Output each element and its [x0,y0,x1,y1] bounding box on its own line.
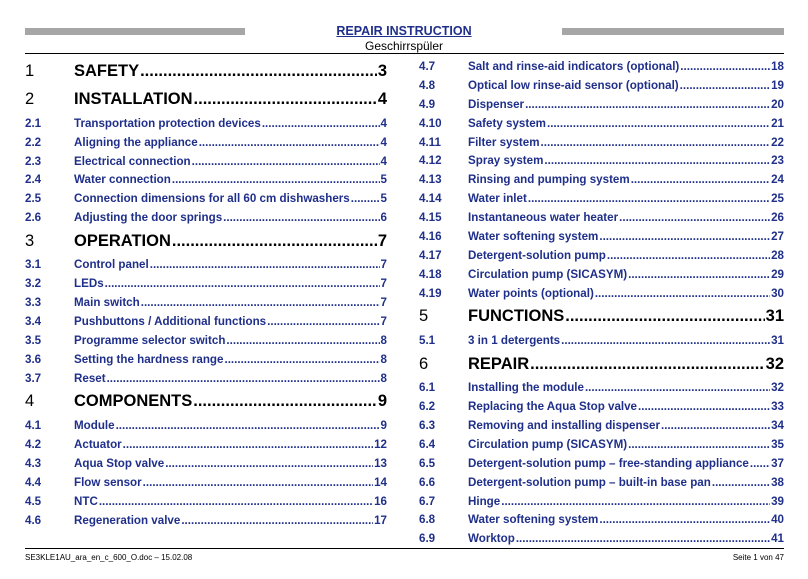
toc-entry-number: 6.1 [419,381,436,395]
toc-section-entry[interactable] [419,331,784,350]
toc-section-entry[interactable] [419,529,784,548]
toc-entry-title: Programme selector switch [74,334,226,348]
footer-divider [25,548,784,549]
toc-dot-leader [528,192,770,205]
toc-section-entry[interactable] [25,331,387,350]
toc-entry-title: Aligning the appliance [74,135,198,149]
toc-dot-leader [565,307,764,326]
toc-entry-number: 4.5 [25,494,42,508]
toc-dot-leader [140,62,377,81]
toc-entry-number: 6.6 [419,475,436,489]
toc-section-entry[interactable] [419,227,784,246]
toc-entry-number: 1 [25,61,35,80]
toc-dot-leader [267,315,379,328]
toc-entry-page: 5 [380,192,387,206]
toc-entry-title: COMPONENTS [74,392,193,411]
toc-entry-page: 9 [377,392,387,411]
toc-entry-number: 4.7 [419,59,436,73]
toc-section-entry[interactable] [419,208,784,227]
toc-section-entry[interactable] [25,492,387,511]
toc-entry-number: 2 [25,90,35,109]
toc-entry-page: 7 [377,231,387,250]
toc-entry-number: 4.3 [25,456,42,470]
toc-section-entry[interactable] [25,416,387,435]
toc-dot-leader [192,155,380,168]
toc-dot-leader [595,287,770,300]
toc-entry-page: 39 [771,494,784,508]
toc-entry-title: Electrical connection [74,154,191,168]
toc-section-entry[interactable] [25,256,387,275]
toc-entry-title: Circulation pump (SICASYM) [468,437,628,451]
toc-entry-number: 2.3 [25,154,42,168]
toc-entry-number: 6.3 [419,418,436,432]
toc-entry-title: Spray system [468,154,544,168]
toc-entry-number: 4.17 [419,248,442,262]
toc-entry-number: 3.1 [25,258,42,272]
toc-section-entry[interactable] [419,284,784,303]
toc-dot-leader [638,400,770,413]
toc-entry-number: 6 [419,354,429,373]
footer-filename: SE3KLE1AU_ara_en_c_600_O.doc – 15.02.08 [25,553,193,562]
toc-entry-number: 4.19 [419,286,442,300]
toc-entry-page: 29 [771,267,784,281]
toc-left-column [25,57,387,529]
toc-entry-title: Installing the module [468,381,584,395]
toc-entry-number: 4.10 [419,116,442,130]
toc-entry-number: 3.6 [25,352,42,366]
toc-entry-number: 2.4 [25,173,42,187]
toc-entry-title: Setting the hardness range [74,352,224,366]
toc-entry-title: Water softening system [468,513,599,527]
toc-entry-number: 3.7 [25,371,42,385]
toc-entry-page: 34 [771,418,784,432]
toc-entry-page: 7 [380,315,387,329]
toc-entry-page: 23 [771,154,784,168]
toc-entry-number: 2.1 [25,116,42,130]
toc-entry-title: Water softening system [468,229,599,243]
toc-entry-number: 3.5 [25,334,42,348]
toc-chapter-entry[interactable] [25,227,387,255]
toc-entry-number: 2.2 [25,135,42,149]
toc-entry-number: 4.12 [419,154,442,168]
toc-entry-title: Control panel [74,258,149,272]
toc-section-entry[interactable] [419,170,784,189]
toc-section-entry[interactable] [25,312,387,331]
toc-entry-page: 35 [771,437,784,451]
toc-section-entry[interactable] [25,152,387,171]
toc-entry-number: 4.18 [419,267,442,281]
toc-section-entry[interactable] [25,369,387,388]
toc-section-entry[interactable] [419,151,784,170]
toc-dot-leader [172,232,377,251]
toc-entry-title: Detergent-solution pump – built-in base pan [468,475,711,489]
toc-section-entry[interactable] [419,510,784,529]
toc-entry-page: 24 [771,173,784,187]
toc-entry-title: Detergent-solution pump – free-standing appliance [468,456,749,470]
toc-dot-leader [351,192,380,205]
header-divider [25,53,784,54]
toc-entry-page: 38 [771,475,784,489]
toc-entry-page: 21 [771,116,784,130]
toc-dot-leader [525,98,770,111]
document-title: REPAIR INSTRUCTION [336,24,472,38]
toc-dot-leader [547,117,770,130]
toc-entry-page: 4 [380,116,387,130]
toc-entry-title: Water connection [74,173,171,187]
toc-entry-number: 6.9 [419,532,436,546]
toc-entry-page: 6 [380,211,387,225]
toc-dot-leader [172,173,380,186]
toc-dot-leader [712,476,770,489]
toc-section-entry[interactable] [419,378,784,397]
toc-dot-leader [599,513,770,526]
toc-entry-number: 4.13 [419,173,442,187]
toc-entry-page: 3 [377,61,387,80]
toc-dot-leader [193,392,377,411]
toc-section-entry[interactable] [25,274,387,293]
toc-dot-leader [123,438,373,451]
toc-entry-page: 20 [771,97,784,111]
toc-entry-number: 6.8 [419,513,436,527]
toc-chapter-entry[interactable] [25,85,387,113]
toc-dot-leader [516,532,770,545]
toc-entry-page: 33 [771,400,784,414]
toc-entry-page: 40 [771,513,784,527]
toc-entry-number: 6.2 [419,400,436,414]
toc-section-entry[interactable] [419,416,784,435]
toc-entry-number: 4.8 [419,78,436,92]
toc-entry-number: 4.9 [419,97,436,111]
toc-section-entry[interactable] [25,133,387,152]
toc-entry-title: OPERATION [74,231,171,250]
toc-entry-title: Main switch [74,296,140,310]
toc-section-entry[interactable] [25,208,387,227]
toc-entry-number: 3.2 [25,277,42,291]
toc-dot-leader [194,90,377,109]
toc-entry-number: 4.11 [419,135,441,149]
toc-entry-number: 6.7 [419,494,436,508]
toc-dot-leader [561,334,770,347]
toc-entry-number: 4 [25,392,35,411]
toc-entry-title: SAFETY [74,61,140,80]
toc-entry-page: 14 [374,475,387,489]
toc-dot-leader [99,495,373,508]
toc-entry-title: Regeneration valve [74,513,181,527]
toc-entry-page: 7 [380,296,387,310]
toc-right-column [419,57,784,548]
toc-entry-title: Connection dimensions for all 60 cm dishwashers [74,192,350,206]
toc-section-entry[interactable] [25,350,387,369]
toc-entry-page: 12 [374,437,387,451]
toc-section-entry[interactable] [25,454,387,473]
toc-entry-page: 22 [771,135,784,149]
toc-chapter-entry[interactable] [419,350,784,378]
toc-section-entry[interactable] [419,435,784,454]
toc-entry-page: 9 [380,419,387,433]
toc-entry-title: Actuator [74,437,122,451]
toc-dot-leader [680,60,770,73]
toc-entry-page: 7 [380,277,387,291]
toc-entry-page: 4 [380,135,387,149]
toc-entry-number: 4.1 [25,419,42,433]
toc-entry-page: 7 [380,258,387,272]
toc-dot-leader [607,249,770,262]
toc-entry-title: Flow sensor [74,475,142,489]
toc-entry-title: Optical low rinse-aid sensor (optional) [468,78,679,92]
toc-section-entry[interactable] [419,265,784,284]
toc-chapter-entry[interactable] [25,57,387,85]
toc-entry-page: 8 [380,334,387,348]
toc-entry-page: 32 [771,381,784,395]
toc-dot-leader [141,296,380,309]
toc-entry-page: 26 [771,211,784,225]
toc-section-entry[interactable] [419,397,784,416]
toc-dot-leader [631,173,770,186]
toc-entry-title: Worktop [468,532,515,546]
toc-dot-leader [750,457,770,470]
toc-section-entry[interactable] [25,511,387,530]
toc-section-entry[interactable] [419,189,784,208]
toc-section-entry[interactable] [419,95,784,114]
toc-dot-leader [680,79,770,92]
footer-page-number: Seite 1 von 47 [732,553,784,562]
toc-entry-title: Salt and rinse-aid indicators (optional) [468,59,680,73]
toc-entry-title: Reset [74,371,106,385]
toc-entry-page: 8 [380,371,387,385]
toc-dot-leader [105,277,380,290]
toc-entry-title: Water points (optional) [468,286,594,300]
toc-section-entry[interactable] [419,492,784,511]
toc-entry-number: 4.15 [419,211,442,225]
toc-entry-number: 2.5 [25,192,42,206]
toc-chapter-entry[interactable] [25,388,387,416]
toc-section-entry[interactable] [419,454,784,473]
toc-dot-leader [544,154,770,167]
toc-section-entry[interactable] [419,114,784,133]
toc-entry-title: NTC [74,494,98,508]
toc-entry-number: 4.4 [25,475,42,489]
toc-entry-number: 3.4 [25,315,42,329]
toc-section-entry[interactable] [25,293,387,312]
toc-entry-page: 5 [380,173,387,187]
toc-entry-number: 4.16 [419,229,442,243]
toc-entry-page: 27 [771,229,784,243]
toc-dot-leader [143,476,373,489]
toc-entry-title: REPAIR [468,354,530,373]
toc-entry-title: Removing and installing dispenser [468,418,660,432]
toc-entry-title: Filter system [468,135,540,149]
toc-dot-leader [224,353,379,366]
toc-entry-page: 4 [377,90,387,109]
toc-entry-number: 3 [25,231,35,250]
toc-dot-leader [501,495,770,508]
toc-entry-page: 32 [765,354,784,373]
toc-entry-title: Instantaneous water heater [468,211,619,225]
toc-entry-page: 37 [771,456,784,470]
toc-entry-title: LEDs [74,277,104,291]
toc-entry-title: Safety system [468,116,546,130]
toc-entry-title: 3 in 1 detergents [468,333,561,347]
toc-dot-leader [181,514,373,527]
toc-dot-leader [599,230,770,243]
toc-entry-number: 4.14 [419,192,442,206]
toc-entry-title: Detergent-solution pump [468,248,606,262]
toc-section-entry[interactable] [25,189,387,208]
toc-entry-number: 6.4 [419,437,436,451]
toc-entry-number: 4.2 [25,437,42,451]
toc-dot-leader [262,117,380,130]
toc-dot-leader [541,136,771,149]
toc-section-entry[interactable] [419,57,784,76]
toc-dot-leader [619,211,770,224]
toc-entry-number: 2.6 [25,211,42,225]
document-subtitle: Geschirrspüler [364,39,444,53]
toc-dot-leader [165,457,373,470]
toc-dot-leader [150,258,380,271]
toc-section-entry[interactable] [419,76,784,95]
toc-section-entry[interactable] [25,114,387,133]
toc-entry-page: 31 [771,333,784,347]
toc-dot-leader [116,419,380,432]
toc-section-entry[interactable] [25,435,387,454]
toc-entry-title: Aqua Stop valve [74,456,165,470]
toc-entry-page: 8 [380,352,387,366]
toc-entry-title: INSTALLATION [74,90,193,109]
toc-entry-title: Rinsing and pumping system [468,173,630,187]
toc-section-entry[interactable] [25,170,387,189]
toc-entry-page: 41 [771,532,784,546]
toc-dot-leader [628,268,770,281]
toc-dot-leader [628,438,770,451]
toc-dot-leader [530,355,765,374]
toc-dot-leader [226,334,379,347]
toc-entry-page: 17 [374,513,387,527]
toc-section-entry[interactable] [25,473,387,492]
toc-entry-page: 31 [765,307,784,326]
toc-entry-number: 5.1 [419,333,436,347]
toc-entry-title: Adjusting the door springs [74,211,223,225]
toc-chapter-entry[interactable] [419,303,784,331]
toc-entry-title: Transportation protection devices [74,116,261,130]
toc-entry-title: Pushbuttons / Additional functions [74,315,267,329]
toc-entry-page: 13 [374,456,387,470]
toc-entry-title: Water inlet [468,192,527,206]
toc-dot-leader [223,211,379,224]
toc-entry-page: 28 [771,248,784,262]
toc-entry-page: 19 [771,78,784,92]
toc-entry-number: 4.6 [25,513,42,527]
toc-entry-title: Circulation pump (SICASYM) [468,267,628,281]
toc-section-entry[interactable] [419,246,784,265]
toc-entry-number: 5 [419,307,429,326]
toc-entry-title: Module [74,419,115,433]
toc-dot-leader [107,372,380,385]
toc-dot-leader [585,381,770,394]
toc-dot-leader [661,419,770,432]
toc-entry-number: 3.3 [25,296,42,310]
toc-entry-page: 16 [374,494,387,508]
toc-entry-page: 18 [771,59,784,73]
toc-entry-title: FUNCTIONS [468,307,565,326]
toc-entry-title: Hinge [468,494,501,508]
toc-entry-page: 4 [380,154,387,168]
toc-section-entry[interactable] [419,133,784,152]
toc-section-entry[interactable] [419,473,784,492]
toc-entry-page: 25 [771,192,784,206]
toc-entry-page: 30 [771,286,784,300]
toc-entry-title: Replacing the Aqua Stop valve [468,400,638,414]
toc-entry-title: Dispenser [468,97,525,111]
toc-dot-leader [199,136,380,149]
toc-entry-number: 6.5 [419,456,436,470]
